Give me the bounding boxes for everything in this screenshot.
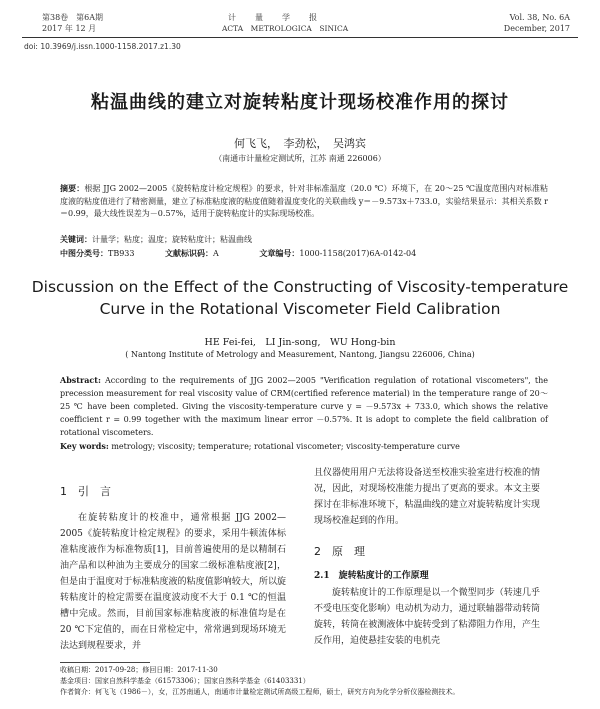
section-2-1-text: 旋转粘度计的工作原理是以一个微型同步（转速几乎不受电压变化影响）电动机为动力，通过联轴器带动转筒旋转，转筒在被测液体中旋转受到了粘滞阻力作用，产生反作用，迫使悬挂安装的电机壳 (314, 588, 540, 646)
header-rule (22, 37, 578, 38)
title-en-line-1: Discussion on the Effect of the Constructing of Viscosity-temperature (31, 278, 569, 296)
title-en-line-2: Curve in the Rotational Viscometer Field Calibration (99, 300, 501, 318)
header-volume-en: Vol. 38, No. 6A (509, 13, 570, 22)
doi: doi: 10.3969/j.issn.1000-1158.2017.z1.30 (24, 42, 181, 51)
footnote-author: 作者简介：何飞飞（1986－），女，江苏南通人，南通市计量检定测试所高级工程师，硕士，研究方向为化学分析仪器检测技术。 (60, 688, 460, 696)
section-1-title: 1 引 言 (60, 485, 111, 498)
classification-line: 中图分类号：TB933 文献标识码：A 文章编号：1000-1158(2017)6A-0142-04 (60, 248, 417, 258)
section-1-text: 在旋转粘度计的校准中，通常根据 JJG 2002—2005《旋转粘度计检定规程》的要求，采用牛顿流体标准粘度液作为标准物质[1]，目前普遍使用的是以精制石油产品和以种油为主要成分的国家二级标准粘度液[2]，但是由于温度对于标准粘度液的粘度值影响较大，所以旋转粘度计的检定需要在温度波动度不大于 0.1 ℃的恒温槽中完成。然而，目前国家标准粘度液的标准值均是在 20 ℃下定值的，而在日常检定中，常常遇到现场环境无法达到规程要求，并 (60, 513, 286, 651)
intro-continued-text: 且仪器使用用户无法将设备送至校准实验室进行校准的情况，因此，对现场校准能力提出了更高的要求。本文主要探讨在非标准环境下，粘温曲线的建立对旋转粘度计实现现场校准起到的作用。 (314, 468, 540, 526)
section-2-title: 2 原 理 (314, 545, 365, 558)
footnote-received: 收稿日期：2017-09-28；修回日期：2017-11-30 (60, 666, 218, 674)
affiliation-en: ( Nantong Institute of Metrology and Measurement, Nantong, Jiangsu 226006, China) (125, 350, 475, 359)
footnote-fund: 基金项目：国家自然科学基金（61573306）；国家自然科学基金（61403331） (60, 677, 310, 685)
header-journal-en: ACTA METROLOGICA SINICA (222, 24, 349, 33)
title-cn: 粘温曲线的建立对旋转粘度计现场校准作用的探讨 (91, 92, 509, 113)
abstract-en (60, 374, 548, 439)
footnote (60, 665, 580, 698)
keywords-cn: 关键词：计量学；粘度；温度；旋转粘度计；粘温曲线 (60, 234, 252, 244)
authors-cn: 何飞飞， 李劲松， 吴鸿宾 (234, 137, 366, 150)
keywords-en: Key words: metrology; viscosity; temperature; rotational viscometer; viscosity-temperature curve (60, 441, 460, 451)
abstract-cn (60, 182, 548, 221)
abstract-cn-text: 根据 JJG 2002—2005《旋转粘度计检定规程》的要求，针对非标准温度（20.0 ℃）环境下，在 20～25 ℃温度范围内对标准粘度液的粘度值进行了精密测量，建立了标准粘度液的粘度值随着温度变化的关联曲线 y＝－9.573x＋733.0，实验结果显示：其相关系数 r＝0.99，最大线性误差为－0.57%，适用于旋转粘度计的实际现场校准。 (60, 184, 548, 218)
abstract-cn-label: 摘要： (60, 183, 85, 193)
keywords-cn-label: 关键词： (60, 234, 92, 244)
header-volume-cn: 第38卷 第6A期 (42, 13, 104, 22)
abstract-en-text: According to the requirements of JJG 2002—2005 "Verification regulation of rotational viscometers", the precession measurement for real viscosity value of CRM(certified reference material) in the temperature range of 20～25 ℃ have been completed. Giving the viscosity-temperature curve y = －9.573x + 733.0, which shows the relative coefficient r = 0.99 together with the maximum linear error －0.57%. It is adopt to complete the field calibration of rotational viscometers. (60, 376, 548, 437)
header-date-cn: 2017 年 12 月 (42, 24, 97, 33)
header-date-en: December, 2017 (503, 24, 570, 33)
authors-en: HE Fei-fei, LI Jin-song, WU Hong-bin (204, 337, 396, 348)
header-journal-cn: 计 量 学 报 (228, 13, 318, 22)
abstract-en-label: Abstract: (60, 375, 101, 385)
footnote-rule (60, 662, 150, 663)
section-2-1-title: 2.1 旋转粘度计的工作原理 (314, 571, 429, 581)
affiliation-cn: （南通市计量检定测试所，江苏 南通 226006） (214, 154, 386, 163)
